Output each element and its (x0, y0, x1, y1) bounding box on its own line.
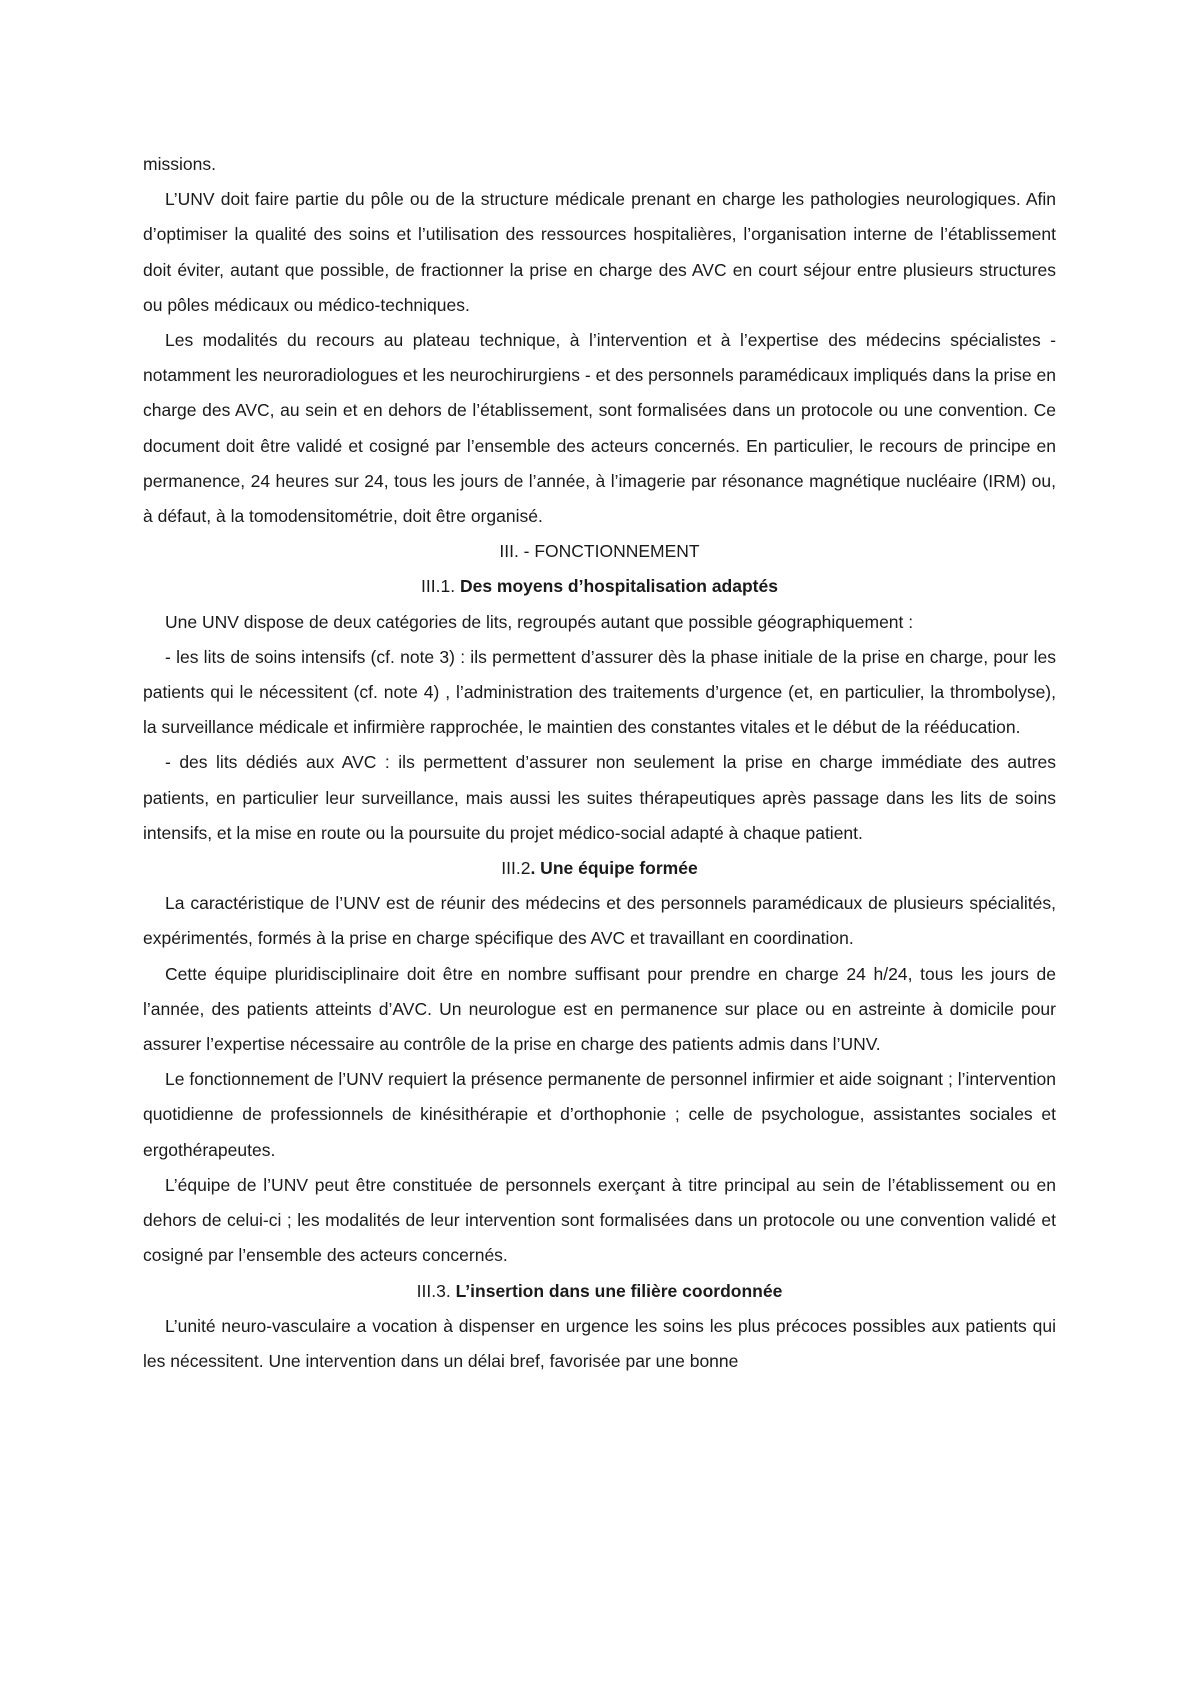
subsection-2-number: III.2 (501, 858, 531, 879)
paragraph-categories-lits: Une UNV dispose de deux catégories de lits, regroupés autant que possible géographiquement : (165, 611, 914, 632)
subsection-3-title: L’insertion dans une filière coordonnée (455, 1280, 783, 1301)
paragraph-caracteristique: La caractéristique de l’UNV est de réunir des médecins et des personnels paramédicaux de plusieurs spécialités, expérimentés, formés à la prise en charge spécifique des AVC et travaillant en coordination. (143, 893, 1056, 949)
paragraph-equipe-constituee: L’équipe de l’UNV peut être constituée de personnels exerçant à titre principal au sein de l’établissement ou en dehors de celui-ci ; les modalités de leur intervention sont formalisées dans un protocole ou une convention validé et cosigné par l’ensemble des acteurs concernés. (143, 1174, 1056, 1266)
subsection-heading-2 (143, 851, 1056, 886)
subsection-heading-3 (143, 1274, 1056, 1309)
list-item-soins-intensifs: - les lits de soins intensifs (cf. note 3) : ils permettent d’assurer dès la phase initiale de la prise en charge, pour les patients qui le nécessitent (cf. note 4) , l’administration des traitements d’urgence (et, en particulier, la thrombolyse), la surveillance médicale et infirmière rapprochée, le maintien des constantes vitales et le début de la rééducation. (143, 646, 1056, 738)
subsection-3-number: III.3. (416, 1280, 456, 1301)
subsection-1-number: III.1. (421, 576, 460, 597)
paragraph-missions: missions. (143, 154, 216, 174)
section-heading-fonctionnement: III. - FONCTIONNEMENT (499, 541, 700, 562)
paragraph-equipe-pluridisciplinaire: Cette équipe pluridisciplinaire doit être en nombre suffisant pour prendre en charge 24 h/24, tous les jours de l’année, des patients atteints d’AVC. Un neurologue est en permanence sur place ou en astreinte à domicile pour assurer l’expertise nécessaire au contrôle de la prise en charge des patients admis dans l’UNV. (143, 963, 1056, 1055)
paragraph-unite-neuro-vasculaire: L’unité neuro-vasculaire a vocation à dispenser en urgence les soins les plus précoces possibles aux patients qui les nécessitent. Une intervention dans un délai bref, favorisée par une bonne (143, 1315, 1056, 1371)
paragraph-fonctionnement-unv: Le fonctionnement de l’UNV requiert la présence permanente de personnel infirmier et aide soignant ; l’intervention quotidienne de professionnels de kinésithérapie et d’orthophonie ; celle de psychologue, assistantes sociales et ergothérapeutes. (143, 1069, 1056, 1160)
paragraph-recours-plateau: Les modalités du recours au plateau technique, à l’intervention et à l’expertise des médecins spécialistes - notamment les neuroradiologues et les neurochirurgiens - et des personnels paramédicaux impliqués dans la prise en charge des AVC, au sein et en dehors de l’établissement, sont formalisées dans un protocole ou une convention. Ce document doit être validé et cosigné par l’ensemble des acteurs concernés. En particulier, le recours de principe en permanence, 24 heures sur 24, tous les jours de l’année, à l’imagerie par résonance magnétique nucléaire (IRM) ou, à défaut, à la tomodensitométrie, doit être organisé. (143, 330, 1056, 527)
subsection-heading-1 (143, 569, 1056, 604)
document-body (143, 147, 1056, 1379)
paragraph-unv-pole: L’UNV doit faire partie du pôle ou de la structure médicale prenant en charge les pathologies neurologiques. Afin d’optimiser la qualité des soins et l’utilisation des ressources hospitalières, l’organisation interne de l’établissement doit éviter, autant que possible, de fractionner la prise en charge des AVC en court séjour entre plusieurs structures ou pôles médicaux ou médico-techniques. (143, 189, 1056, 315)
subsection-2-title: . Une équipe formée (530, 858, 698, 879)
list-item-lits-dedies: - des lits dédiés aux AVC : ils permettent d’assurer non seulement la prise en charge immédiate des autres patients, en particulier leur surveillance, mais aussi les suites thérapeutiques après passage dans les lits de soins intensifs, et la mise en route ou la poursuite du projet médico-social adapté à chaque patient. (143, 752, 1056, 843)
subsection-1-title: Des moyens d’hospitalisation adaptés (459, 576, 778, 597)
